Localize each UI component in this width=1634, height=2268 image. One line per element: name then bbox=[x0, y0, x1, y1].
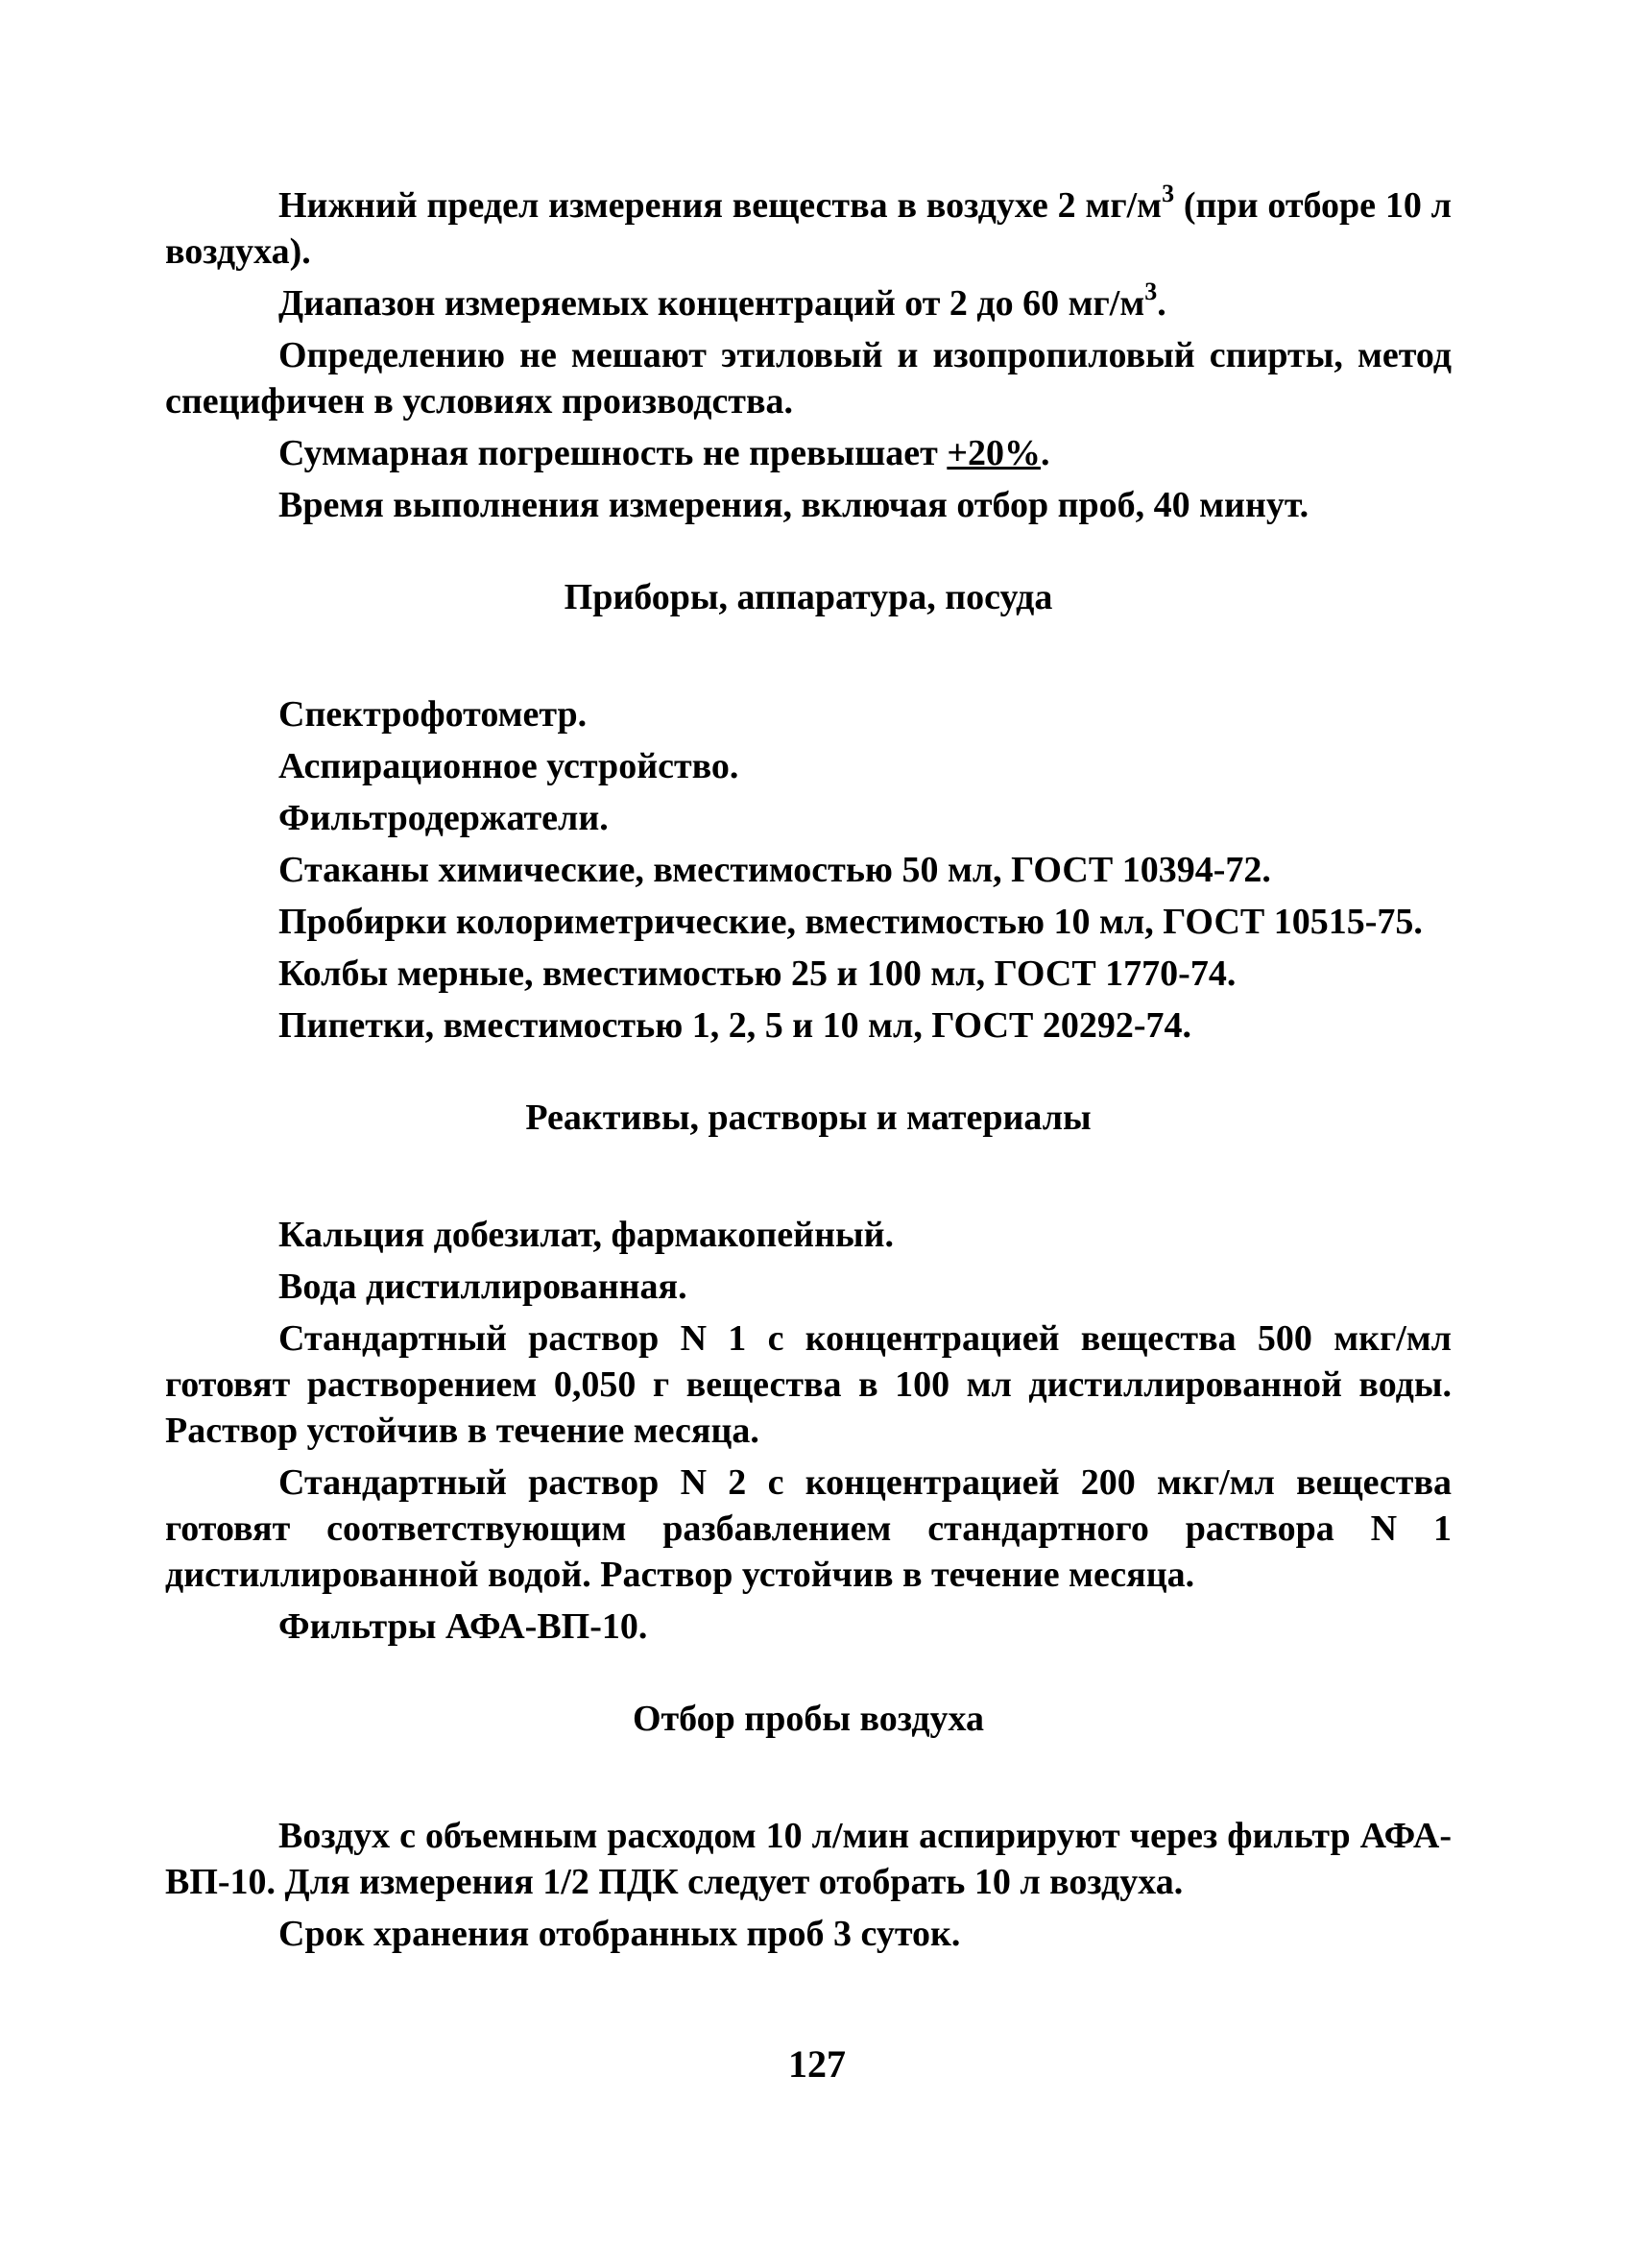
document-page bbox=[165, 182, 1452, 1957]
reagent-item: Стандартный раствор N 1 с концентрацией вещества 500 мкг/мл готовят растворением 0,050 г вещества в 100 мл дистиллированной воды. Раствор устойчив в течение месяца. bbox=[165, 1318, 1452, 1451]
equipment-item: Спектрофотометр. bbox=[278, 694, 588, 735]
range-paragraph: Диапазон измеряемых концентраций от 2 до 60 $мг/м^3$. bbox=[278, 277, 1166, 324]
reagents-heading: Реактивы, растворы и материалы bbox=[525, 1098, 1092, 1138]
equipment-item: Фильтродержатели. bbox=[278, 798, 609, 838]
duration-paragraph: Время выполнения измерения, включая отбор проб, 40 минут. bbox=[278, 485, 1310, 525]
sampling-item: Срок хранения отобранных проб 3 суток. bbox=[278, 1914, 961, 1954]
reagent-item: Вода дистиллированная. bbox=[278, 1267, 687, 1307]
page-number: 127 bbox=[788, 2042, 846, 2086]
equipment-item: Аспирационное устройство. bbox=[278, 746, 739, 786]
equipment-item: Колбы мерные, вместимостью 25 и 100 мл, ГОСТ 1770-74. bbox=[278, 953, 1237, 994]
interference-paragraph: Определению не мешают этиловый и изопропиловый спирты, метод специфичен в условиях производства. bbox=[165, 335, 1452, 422]
equipment-item: Пробирки колориметрические, вместимостью 10 мл, ГОСТ 10515-75. bbox=[278, 902, 1423, 942]
equipment-item: Стаканы химические, вместимостью 50 мл, ГОСТ 10394-72. bbox=[278, 850, 1271, 890]
error-paragraph: Суммарная погрешность не превышает +20%. bbox=[278, 433, 1050, 473]
reagent-item: Фильтры АФА-ВП-10. bbox=[278, 1606, 648, 1647]
reagent-item: Кальция добезилат, фармакопейный. bbox=[278, 1215, 895, 1255]
sampling-item: Воздух с объемным расходом 10 л/мин аспирируют через фильтр АФА-ВП-10. Для измерения 1/2 ПДК следует отобрать 10 л воздуха. bbox=[165, 1816, 1452, 1902]
sampling-heading: Отбор пробы воздуха bbox=[632, 1699, 985, 1739]
reagent-item: Стандартный раствор N 2 с концентрацией 200 мкг/мл вещества готовят соответствующим разбавлением стандартного раствора N 1 дистиллированной водой. Раствор устойчив в течение месяца. bbox=[165, 1462, 1452, 1595]
equipment-heading: Приборы, аппаратура, посуда bbox=[564, 577, 1053, 617]
equipment-item: Пипетки, вместимостью 1, 2, 5 и 10 мл, ГОСТ 20292-74. bbox=[278, 1005, 1192, 1046]
detection-limit-paragraph: Нижний предел измерения вещества в воздухе 2 $мг/м^3$ (при отборе 10 л воздуха). bbox=[165, 180, 1452, 272]
